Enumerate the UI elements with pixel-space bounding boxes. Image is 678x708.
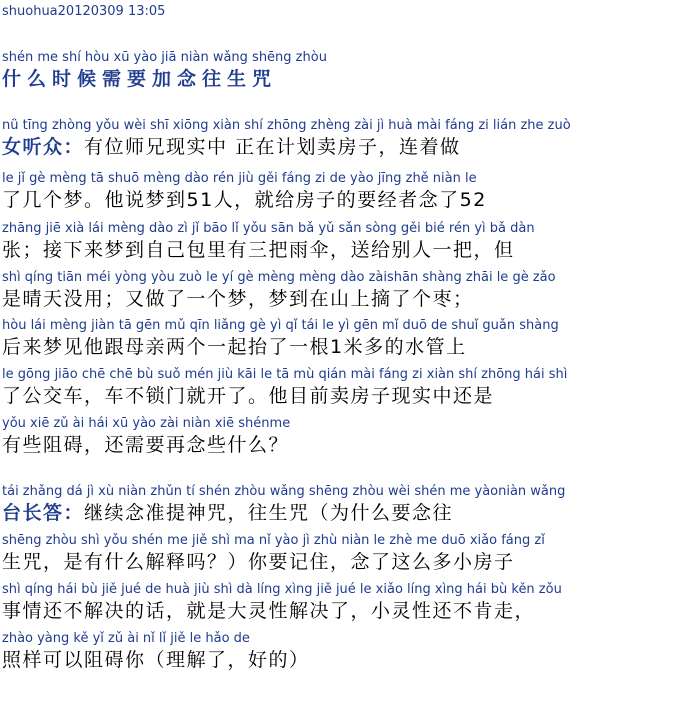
answer-line-4	[2, 631, 676, 673]
speaker-label: 台长答：	[2, 502, 85, 524]
answer-line-2	[2, 533, 676, 575]
pinyin-line: le gōng jiāo chē chē bù suǒ mén jiù kāi le tā mù qián mài fáng zi xiàn shí zhōng hái shì	[2, 367, 568, 382]
text-line: 张；接下来梦到自己包里有三把雨伞，送给别人一把，但	[2, 239, 515, 261]
title-pinyin: shén me shí hòu xū yào jiā niàn wǎng shēng zhòu	[2, 50, 327, 65]
post-meta: shuohua20120309 13:05	[2, 4, 166, 19]
text-line: 了公交车，车不锁门就开了。他目前卖房子现实中还是	[2, 385, 495, 407]
pinyin-line: shì qíng tiān méi yòng yòu zuò le yí gè mèng mèng dào zàishān shàng zhāi le gè zǎo	[2, 270, 556, 285]
pinyin-line: zhào yàng kě yǐ zǔ ài nǐ lǐ jiě le hǎo de	[2, 631, 250, 646]
question-line-5	[2, 318, 676, 360]
title-block	[2, 50, 676, 92]
pinyin-line: yǒu xiē zǔ ài hái xū yào zài niàn xiē shénme	[2, 416, 291, 431]
text-line: 了几个梦。他说梦到51人，就给房子的要经者念了52	[2, 189, 487, 211]
pinyin-line: tái zhǎng dá jì xù niàn zhǔn tí shén zhòu wǎng shēng zhòu wèi shén me yàoniàn wǎng	[2, 484, 566, 499]
line-text: 继续念准提神咒，往生咒（为什么要念往	[84, 502, 454, 524]
question-line-1	[2, 118, 676, 160]
text-line: 生咒，是有什么解释吗？）你要记住，念了这么多小房子	[2, 551, 515, 573]
speaker-label: 女听众：	[2, 136, 85, 158]
text-line	[2, 134, 676, 160]
question-line-6	[2, 367, 676, 409]
page-title: 什么时候需要加念往生咒	[2, 68, 278, 90]
pinyin-line: shēng zhòu shì yǒu shén me jiě shì ma nǐ yào jì zhù niàn le zhè me duō xiǎo fáng zǐ	[2, 533, 545, 548]
line-text: 有位师兄现实中 正在计划卖房子，连着做	[84, 136, 461, 158]
text-line: 后来梦见他跟母亲两个一起抬了一根1米多的水管上	[2, 336, 467, 358]
answer-line-1	[2, 484, 676, 526]
text-line: 有些阻碍，还需要再念些什么？	[2, 434, 290, 456]
pinyin-line: hòu lái mèng jiàn tā gēn mǔ qīn liǎng gè yì qǐ tái le yì gēn mǐ duō de shuǐ guǎn shàng	[2, 318, 559, 333]
question-line-4	[2, 270, 676, 312]
question-line-3	[2, 221, 676, 263]
pinyin-line: shì qíng hái bù jiě jué de huà jiù shì dà líng xìng jiě jué le xiǎo líng xìng hái bù kěn zǒu	[2, 582, 562, 597]
text-line: 照样可以阻碍你（理解了，好的）	[2, 649, 310, 671]
pinyin-line: nǚ tīng zhòng yǒu wèi shī xiōng xiàn shí zhōng zhèng zài jì huà mài fáng zi lián zhe zuò	[2, 118, 571, 133]
pinyin-line: le jǐ gè mèng tā shuō mèng dào rén jiù gěi fáng zi de yào jīng zhě niàn le	[2, 171, 477, 186]
question-line-2	[2, 171, 676, 213]
answer-line-3	[2, 582, 676, 624]
text-line	[2, 500, 676, 526]
question-line-7	[2, 416, 676, 458]
text-line: 是晴天没用；又做了一个梦，梦到在山上摘了个枣；	[2, 288, 474, 310]
pinyin-line: zhāng jiē xià lái mèng dào zì jǐ bāo lǐ yǒu sān bǎ yǔ sǎn sòng gěi bié rén yì bǎ dàn	[2, 221, 535, 236]
text-line: 事情还不解决的话，就是大灵性解决了，小灵性还不肯走，	[2, 600, 536, 622]
